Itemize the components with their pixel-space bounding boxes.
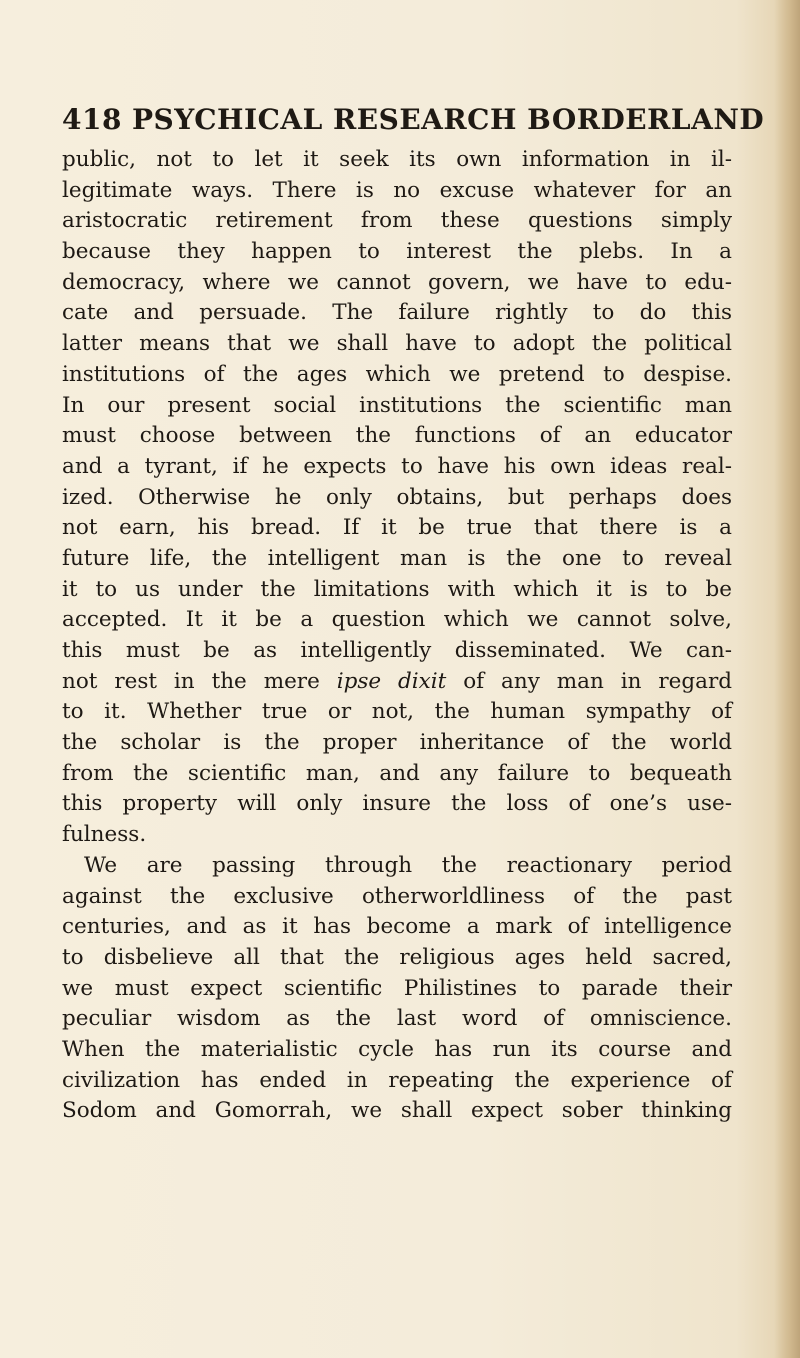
text-line: this property will only insure the loss of one’s use-: [62, 791, 732, 817]
text-line: When the materialistic cycle has run its course and: [62, 1036, 732, 1062]
line-text-after: of any man in regard: [446, 668, 732, 694]
text-line: legitimate ways. There is no excuse whatever for an: [62, 177, 732, 203]
body-text: [62, 145, 732, 1127]
text-line: against the exclusive otherworldliness of the past: [62, 883, 732, 909]
text-line: We are passing through the reactionary period: [84, 852, 732, 878]
page-edge-shadow: [774, 0, 800, 1358]
text-line: latter means that we shall have to adopt the political: [62, 331, 732, 357]
text-line: democracy, where we cannot govern, we have to edu-: [62, 269, 732, 295]
page-number: 418: [62, 103, 122, 136]
text-line: the scholar is the proper inheritance of the world: [62, 730, 732, 756]
text-line: to it. Whether true or not, the human sympathy of: [62, 699, 732, 725]
text-line: not earn, his bread. If it be true that there is a: [62, 515, 732, 541]
line-text-before: not rest in the mere: [62, 668, 337, 694]
text-line: and a tyrant, if he expects to have his own ideas real-: [62, 453, 732, 479]
text-line: civilization has ended in repeating the experience of: [62, 1067, 732, 1093]
text-line: public, not to let it seek its own information in il-: [62, 147, 732, 172]
text-line-with-italic: [62, 667, 732, 698]
italic-phrase: ipse dixit: [336, 668, 447, 694]
text-line: must choose between the functions of an educator: [62, 423, 732, 449]
running-header: [62, 103, 765, 136]
text-line: In our present social institutions the scientific man: [62, 392, 732, 418]
text-line: because they happen to interest the plebs. In a: [62, 239, 732, 265]
text-line: accepted. It it be a question which we cannot solve,: [62, 607, 732, 633]
text-line: cate and persuade. The failure rightly to do this: [62, 300, 732, 326]
paragraph-2: [62, 851, 732, 1127]
text-line: we must expect scientific Philistines to parade their: [62, 975, 732, 1001]
text-line: future life, the intelligent man is the one to reveal: [62, 545, 732, 571]
text-line: ized. Otherwise he only obtains, but perhaps does: [62, 484, 732, 510]
text-line: centuries, and as it has become a mark of intelligence: [62, 914, 732, 940]
text-line: from the scientific man, and any failure to bequeath: [62, 760, 732, 786]
text-line: peculiar wisdom as the last word of omniscience.: [62, 1006, 732, 1032]
text-line: Sodom and Gomorrah, we shall expect sober thinking: [62, 1098, 732, 1124]
text-line: this must be as intelligently disseminated. We can-: [62, 638, 732, 663]
running-title: PSYCHICAL RESEARCH BORDERLAND: [131, 103, 765, 136]
paragraph-1: [62, 145, 732, 851]
text-line: it to us under the limitations with which it is to be: [62, 576, 732, 602]
text-line: institutions of the ages which we pretend to despise.: [62, 361, 732, 387]
text-line: fulness.: [62, 822, 147, 848]
text-line: aristocratic retirement from these questions simply: [62, 208, 732, 234]
text-line: to disbelieve all that the religious ages held sacred,: [62, 944, 732, 970]
